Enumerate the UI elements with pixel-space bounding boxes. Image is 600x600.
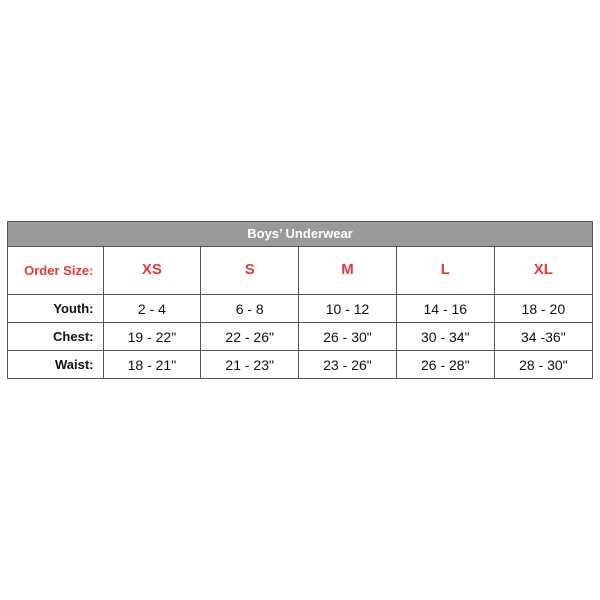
table-cell: 19 - 22": [103, 323, 201, 351]
size-xs: XS: [103, 247, 201, 295]
table-cell: 30 - 34": [396, 323, 494, 351]
table-cell: 26 - 28": [396, 351, 494, 379]
table-cell: 14 - 16: [396, 295, 494, 323]
order-size-label: Order Size:: [8, 247, 103, 295]
size-s: S: [201, 247, 299, 295]
table-cell: 34 -36": [494, 323, 592, 351]
table-cell: 6 - 8: [201, 295, 299, 323]
waist-row: [8, 351, 592, 379]
chart-title: Boys’ Underwear: [8, 222, 592, 247]
table-cell: 22 - 26": [201, 323, 299, 351]
row-label: Waist:: [8, 351, 103, 379]
size-m: M: [299, 247, 397, 295]
youth-row: [8, 295, 592, 323]
table-cell: 2 - 4: [103, 295, 201, 323]
size-chart: [7, 221, 593, 379]
row-label: Youth:: [8, 295, 103, 323]
table-cell: 10 - 12: [299, 295, 397, 323]
row-label: Chest:: [8, 323, 103, 351]
size-l: L: [396, 247, 494, 295]
chest-row: [8, 323, 592, 351]
table-cell: 21 - 23": [201, 351, 299, 379]
table-cell: 18 - 20: [494, 295, 592, 323]
order-size-row: [8, 247, 592, 295]
table-cell: 23 - 26": [299, 351, 397, 379]
size-xl: XL: [494, 247, 592, 295]
table-cell: 26 - 30": [299, 323, 397, 351]
table-cell: 28 - 30": [519, 356, 568, 373]
table-cell: 18 - 21": [103, 351, 201, 379]
size-table: [8, 247, 592, 378]
